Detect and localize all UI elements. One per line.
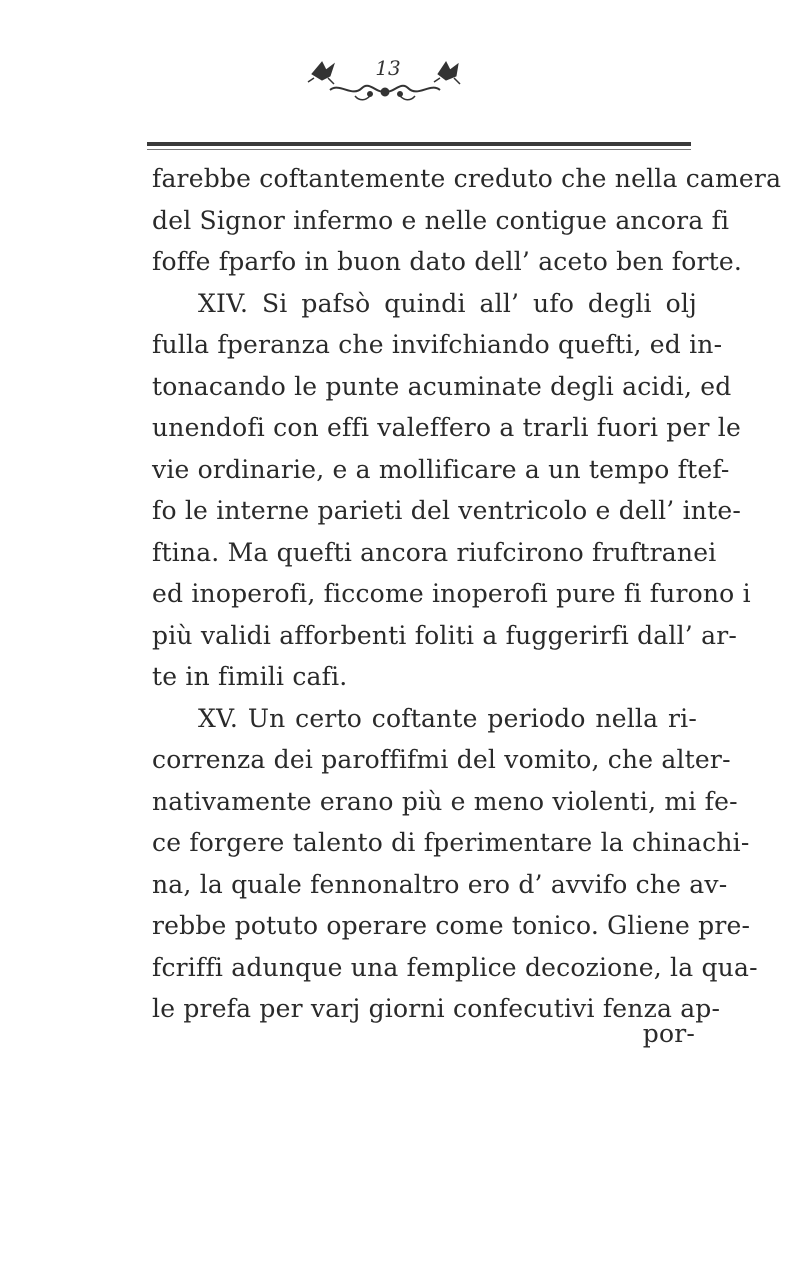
section-heading-line: XV. Un certo coftante periodo nella ri- bbox=[198, 703, 697, 733]
text-line: unendofi con effi valeffero a trarli fuori per le bbox=[152, 413, 741, 442]
text-line: farebbe coftantemente creduto che nella camera bbox=[152, 164, 782, 193]
page-number: 13 bbox=[375, 56, 401, 80]
catchword: por- bbox=[642, 1018, 695, 1048]
text-line: vie ordinarie, e a mollificare a un tempo ftef- bbox=[152, 454, 730, 484]
text-line: nativamente erano più e meno violenti, mi fe- bbox=[152, 786, 738, 816]
text-line: fo le interne parieti del ventricolo e dell’ inte- bbox=[152, 496, 741, 525]
text-line: più validi afforbenti foliti a fuggerirfi dall’ ar- bbox=[152, 620, 737, 650]
text-line: rebbe potuto operare come tonico. Gliene pre- bbox=[152, 911, 751, 940]
text-line: ftina. Ma quefti ancora riufcirono fruftranei bbox=[152, 537, 717, 567]
body-text bbox=[152, 158, 782, 1048]
section-heading-line: XIV. Si pafsò quindi all’ ufo degli olj bbox=[198, 288, 697, 318]
text-line: tonacando le punte acuminate degli acidi, ed bbox=[152, 371, 732, 401]
page-header bbox=[0, 52, 800, 112]
text-line: fcriffi adunque una femplice decozione, la qua- bbox=[152, 952, 758, 982]
header-rule-thin bbox=[147, 149, 691, 150]
text-line: ed inoperofi, ficcome inoperofi pure fi furono i bbox=[152, 579, 751, 608]
text-line: foffe fparfo in buon dato dell’ aceto ben forte. bbox=[152, 247, 743, 276]
header-rule-thick bbox=[147, 142, 691, 146]
text-line: fulla fperanza che invifchiando quefti, ed in- bbox=[152, 330, 723, 359]
text-line: na, la quale fennonaltro ero d’ avvifo che av- bbox=[152, 869, 728, 899]
text-line: ce forgere talento di fperimentare la chinachi- bbox=[152, 828, 750, 857]
text-line: correnza dei paroffifmi del vomito, che alter- bbox=[152, 745, 731, 774]
text-line: le prefa per varj giorni confecutivi fenza ap- bbox=[152, 994, 721, 1023]
text-line: te in fimili cafi. bbox=[152, 662, 348, 691]
text-line: del Signor infermo e nelle contigue ancora fi bbox=[152, 205, 730, 235]
